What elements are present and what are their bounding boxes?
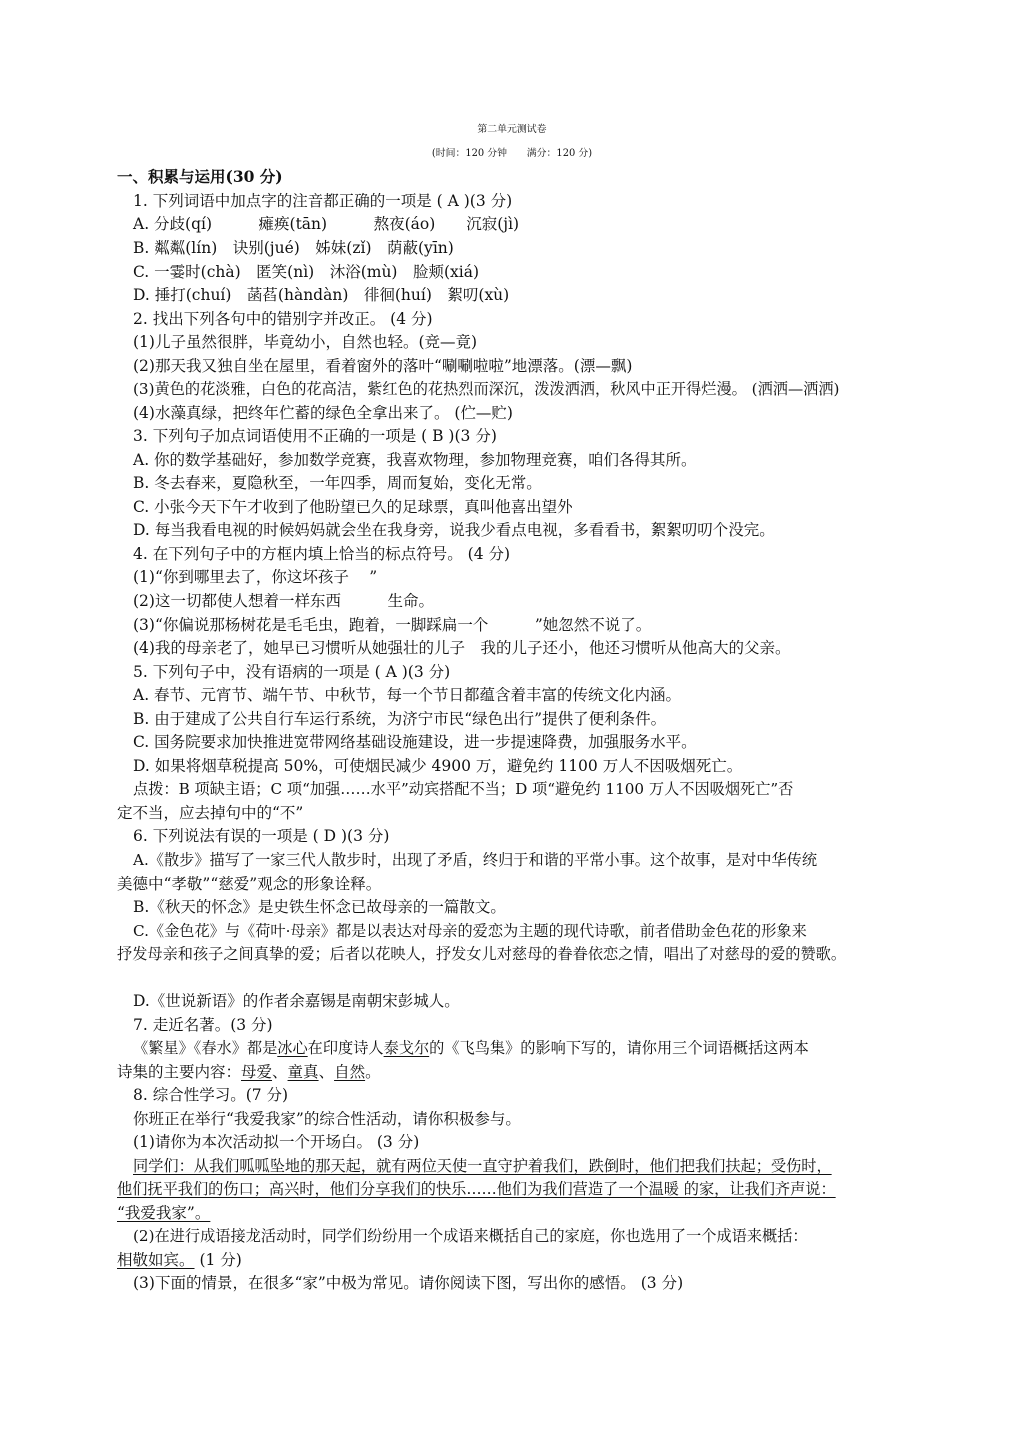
question-3-option-d: D. 每当我看电视的时候妈妈就会坐在我身旁，说我少看点电视，多看看书，絮絮叨叨个没完。 xyxy=(133,521,775,539)
question-3-option-a: A. 你的数学基础好，参加数学竞赛，我喜欢物理，参加物理竞赛，咱们各得其所。 xyxy=(133,451,697,469)
question-7-line-2 xyxy=(117,1061,381,1083)
question-2-stem: 2. 找出下列各句中的错别字并改正。 (4 分) xyxy=(133,310,433,328)
question-2-item-2: (2)那天我又独自坐在屋里，看着窗外的落叶“唰唰啦啦”地漂落。(漂—飘) xyxy=(133,357,633,375)
question-4-item-3: (3)“你偏说那杨树花是毛毛虫，跑着，一脚踩扁一个 ”她忽然不说了。 xyxy=(133,616,652,634)
question-1-option-c: C. 一霎时(chà) 匿笑(nì) 沐浴(mù) 脸颊(xiá) xyxy=(133,263,480,281)
question-8-part-3: (3)下面的情景，在很多“家”中极为常见。请你阅读下图，写出你的感悟。 (3 分) xyxy=(133,1274,684,1292)
page-title: 第二单元测试卷 xyxy=(477,124,547,135)
question-8-answer-line-1: 同学们：从我们呱呱坠地的那天起，就有两位天使一直守护着我们，跌倒时，他们把我们扶起；受伤时， xyxy=(133,1157,832,1175)
question-2-item-3: (3)黄色的花淡雅，白色的花高洁，紫红色的花热烈而深沉，泼泼洒洒，秋风中正开得烂漫。 (洒洒—洒洒) xyxy=(133,380,840,398)
question-8-part-2: (2)在进行成语接龙活动时，同学们纷纷用一个成语来概括自己的家庭，你也选用了一个成语来概括： xyxy=(133,1227,808,1245)
q7-text: 、 xyxy=(272,1063,288,1081)
question-5-stem: 5. 下列句子中，没有语病的一项是 ( A )(3 分) xyxy=(133,663,451,681)
q7-answer-word-1: 母爱 xyxy=(241,1063,273,1081)
q7-text: 。 xyxy=(365,1063,381,1081)
q7-text: 在印度诗人 xyxy=(307,1039,384,1057)
question-1-stem: 1. 下列词语中加点字的注音都正确的一项是 ( A )(3 分) xyxy=(133,192,513,210)
q7-answer-poet: 泰戈尔 xyxy=(383,1039,430,1057)
question-1-option-d: D. 捶打(chuí) 菡萏(hàndàn) 徘徊(huí) 絮叨(xù) xyxy=(133,286,510,304)
question-4-item-1: (1)“你到哪里去了，你这坏孩子 ” xyxy=(133,568,378,586)
question-5-option-b: B. 由于建成了公共自行车运行系统，为济宁市民“绿色出行”提供了便利条件。 xyxy=(133,710,667,728)
q7-text: 诗集的主要内容： xyxy=(117,1063,242,1081)
question-6-option-c-line-2: 抒发母亲和孩子之间真挚的爱；后者以花映人，抒发女儿对慈母的眷眷依恋之情，唱出了对慈母的爱的赞歌。 xyxy=(117,945,846,963)
question-4-stem: 4. 在下列句子中的方框内填上恰当的标点符号。 (4 分) xyxy=(133,545,511,563)
q7-answer-author: 冰心 xyxy=(277,1039,308,1057)
question-4-item-2: (2)这一切都使人想着一样东西 生命。 xyxy=(133,592,434,610)
question-3-option-c: C. 小张今天下午才收到了他盼望已久的足球票，真叫他喜出望外 xyxy=(133,498,573,516)
question-3-stem: 3. 下列句子加点词语使用不正确的一项是 ( B )(3 分) xyxy=(133,427,497,445)
question-4-item-4: (4)我的母亲老了，她早已习惯听从她强壮的儿子 我的儿子还小，他还习惯听从他高大的父亲。 xyxy=(133,639,791,657)
question-2-item-4: (4)水藻真绿，把终年伫蓄的绿色全拿出来了。 (伫—贮) xyxy=(133,404,513,422)
question-6-option-c-line-1: C.《金色花》与《荷叶·母亲》都是以表达对母亲的爱恋为主题的现代诗歌，前者借助金色花的形象来 xyxy=(133,922,807,940)
q8-idiom-answer: 相敬如宾。 xyxy=(117,1251,195,1269)
question-8-answer-line-3: “我爱我家”。 xyxy=(117,1204,211,1222)
question-1-option-a: A. 分歧(qí) 瘫痪(tān) 熬夜(áo) 沉寂(jì) xyxy=(133,215,520,233)
q7-answer-word-3: 自然 xyxy=(334,1063,366,1081)
question-6-option-b: B.《秋天的怀念》是史铁生怀念已故母亲的一篇散文。 xyxy=(133,898,506,916)
question-5-option-d: D. 如果将烟草税提高 50%，可使烟民减少 4900 万，避免约 1100 万人不因吸烟死亡。 xyxy=(133,757,743,775)
q7-text: 、 xyxy=(318,1063,335,1081)
q8-score: (1 分) xyxy=(194,1251,242,1269)
question-6-stem: 6. 下列说法有误的一项是 ( D )(3 分) xyxy=(133,827,390,845)
question-3-option-b: B. 冬去春来，夏隐秋至，一年四季，周而复始，变化无常。 xyxy=(133,474,542,492)
section-heading: 一、积累与运用(30 分) xyxy=(117,167,283,186)
question-8-answer-line-2: 他们抚平我们的伤口；高兴时，他们分享我们的快乐……他们为我们营造了一个温暖 的家，让我们齐声说： xyxy=(117,1180,836,1198)
question-1-option-b: B. 粼粼(lín) 诀别(jué) 姊妹(zǐ) 荫蔽(yīn) xyxy=(133,239,454,257)
question-5-tip-line-2: 定不当，应去掉句中的“不” xyxy=(117,804,304,822)
question-8-intro: 你班正在举行“我爱我家”的综合性活动，请你积极参与。 xyxy=(133,1110,521,1128)
question-8-part-2-answer xyxy=(117,1249,242,1271)
question-5-option-c: C. 国务院要求加快推进宽带网络基础设施建设，进一步提速降费，加强服务水平。 xyxy=(133,733,697,751)
question-8-part-1: (1)请你为本次活动拟一个开场白。 (3 分) xyxy=(133,1133,420,1151)
question-8-stem: 8. 综合性学习。(7 分) xyxy=(133,1086,289,1104)
question-7-line-1 xyxy=(133,1037,809,1059)
q7-text: 《繁星》《春水》都是 xyxy=(133,1039,278,1057)
question-7-stem: 7. 走近名著。(3 分) xyxy=(133,1016,273,1034)
question-5-option-a: A. 春节、元宵节、端午节、中秋节，每一个节日都蕴含着丰富的传统文化内涵。 xyxy=(133,686,682,704)
q7-text: 的《飞鸟集》的影响下写的，请你用三个词语概括这两本 xyxy=(429,1039,809,1057)
question-6-option-a-line-2: 美德中“孝敬”“慈爱”观念的形象诠释。 xyxy=(117,875,382,893)
question-6-option-a-line-1: A.《散步》描写了一家三代人散步时，出现了矛盾，终归于和谐的平常小事。这个故事，是对中华传统 xyxy=(133,851,818,869)
question-2-item-1: (1)儿子虽然很胖，毕竟幼小，自然也轻。(竞—竟) xyxy=(133,333,478,351)
question-6-option-d: D.《世说新语》的作者余嘉锡是南朝宋彭城人。 xyxy=(133,992,460,1010)
page-subtitle: (时间：120 分钟 满分：120 分) xyxy=(431,148,593,159)
q7-answer-word-2: 童真 xyxy=(287,1063,319,1081)
question-5-tip-line-1: 点拨：B 项缺主语；C 项“加强……水平”动宾搭配不当；D 项“避免约 1100 万人不因吸烟死亡”否 xyxy=(133,780,794,798)
